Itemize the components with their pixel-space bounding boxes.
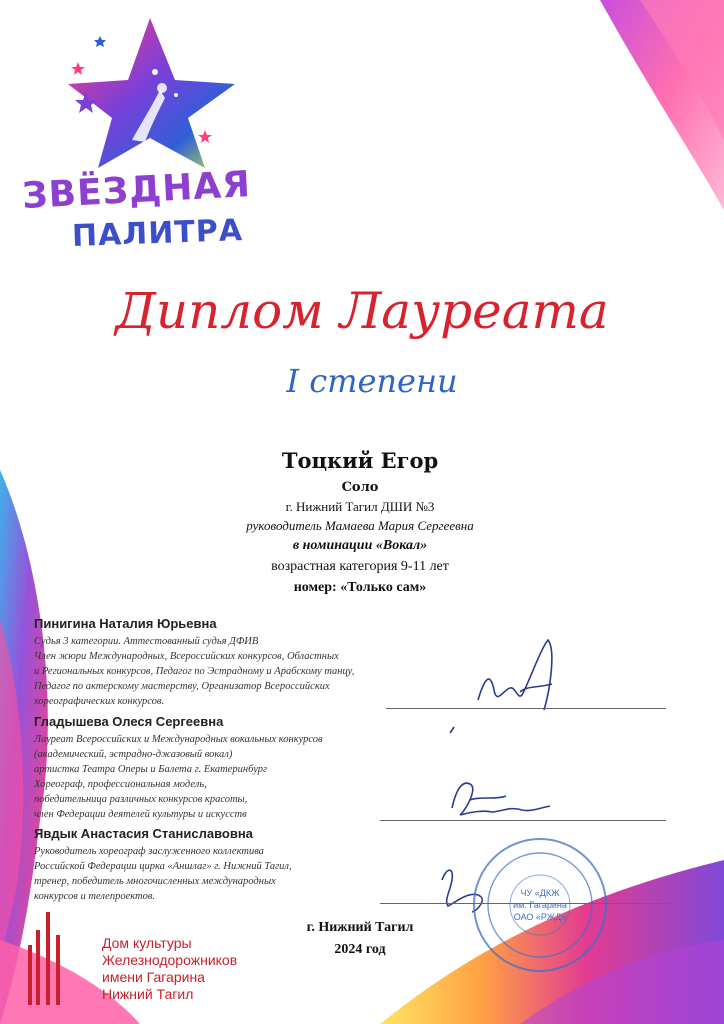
judge-1-line-4: Педагог по актерскому мастерству, Организатор Всероссийских [34,681,330,692]
stamp-text-1: ЧУ «ДКЖ [520,888,560,898]
stamp-text-3: ОАО «РЖД» [513,912,567,922]
diploma-title: Диплом Лауреата [115,282,609,340]
footer-year: 2024 год [334,942,386,957]
signature-line-1 [386,708,666,709]
organization-line-3: имени Гагарина [102,969,205,985]
participant-city-school: г. Нижний Тагил ДШИ №3 [285,499,435,514]
top-right-swirl [600,0,724,210]
judge-1-line-1: Судья 3 категории. Аттестованный судья ДФИВ [34,636,259,647]
judge-1-line-5: хореографических конкурсов. [34,696,165,707]
organization-line-4: Нижний Тагил [102,986,194,1002]
judge-2-line-5: победительница различных конкурсов красоты, [34,794,248,805]
signature-1 [450,640,552,733]
signature-line-2 [380,820,666,821]
judge-2-line-2: (академический, эстрадно-джазовый вокал) [34,749,233,760]
judge-3-line-4: конкурсов и телепроектов. [34,891,156,902]
judge-2-line-1: Лауреат Всероссийских и Международных вокальных конкурсов [34,734,323,745]
organization-line-1: Дом культуры [102,935,192,951]
organization-line-2: Железнодорожников [102,952,238,968]
judge-1-line-3: и Региональных конкурсов, Педагог по Эстрадному и Арабскому танцу, [34,666,355,677]
signature-2 [452,783,550,815]
judge-name-3: Явдык Анастасия Станиславовна [34,826,253,841]
judge-name-1: Пинигина Наталия Юрьевна [34,616,217,631]
judge-3-line-3: тренер, победитель многочисленных международных [34,876,276,887]
logo-line-2: ПАЛИТРА [71,213,244,254]
left-ribbon [0,470,48,1024]
judge-2-line-4: Хореограф, профессиональная модель, [34,779,207,790]
participant-type: Соло [341,480,379,495]
judge-2-line-6: член Федерации деятелей культуры и искусств [34,809,247,820]
participant-nomination: в номинации «Вокал» [292,538,428,553]
participant-age-category: возрастная категория 9-11 лет [271,559,449,574]
participant-name: Тоцкий Егор [281,448,439,473]
logo-line-1: ЗВЁЗДНАЯ [21,164,252,217]
participant-teacher: руководитель Мамаева Мария Сергеевна [246,518,474,533]
logo-star-icon [68,18,235,168]
participant-number: номер: «Только сам» [293,580,427,595]
judge-3-line-2: Российской Федерации цирка «Аншлаг» г. Нижний Тагил, [34,861,292,872]
diploma-degree: I степени [286,362,458,400]
judge-1-line-2: Член жюри Международных, Всероссийских конкурсов, Областных [34,651,339,662]
judge-name-2: Гладышева Олеся Сергеевна [34,714,224,729]
footer-city: г. Нижний Тагил [306,920,414,935]
judge-2-line-3: артистка Театра Оперы и Балета г. Екатеринбург [34,764,268,775]
stamp-text-2: им. Гагарина [513,900,567,910]
judge-3-line-1: Руководитель хореограф заслуженного коллектива [34,846,264,857]
